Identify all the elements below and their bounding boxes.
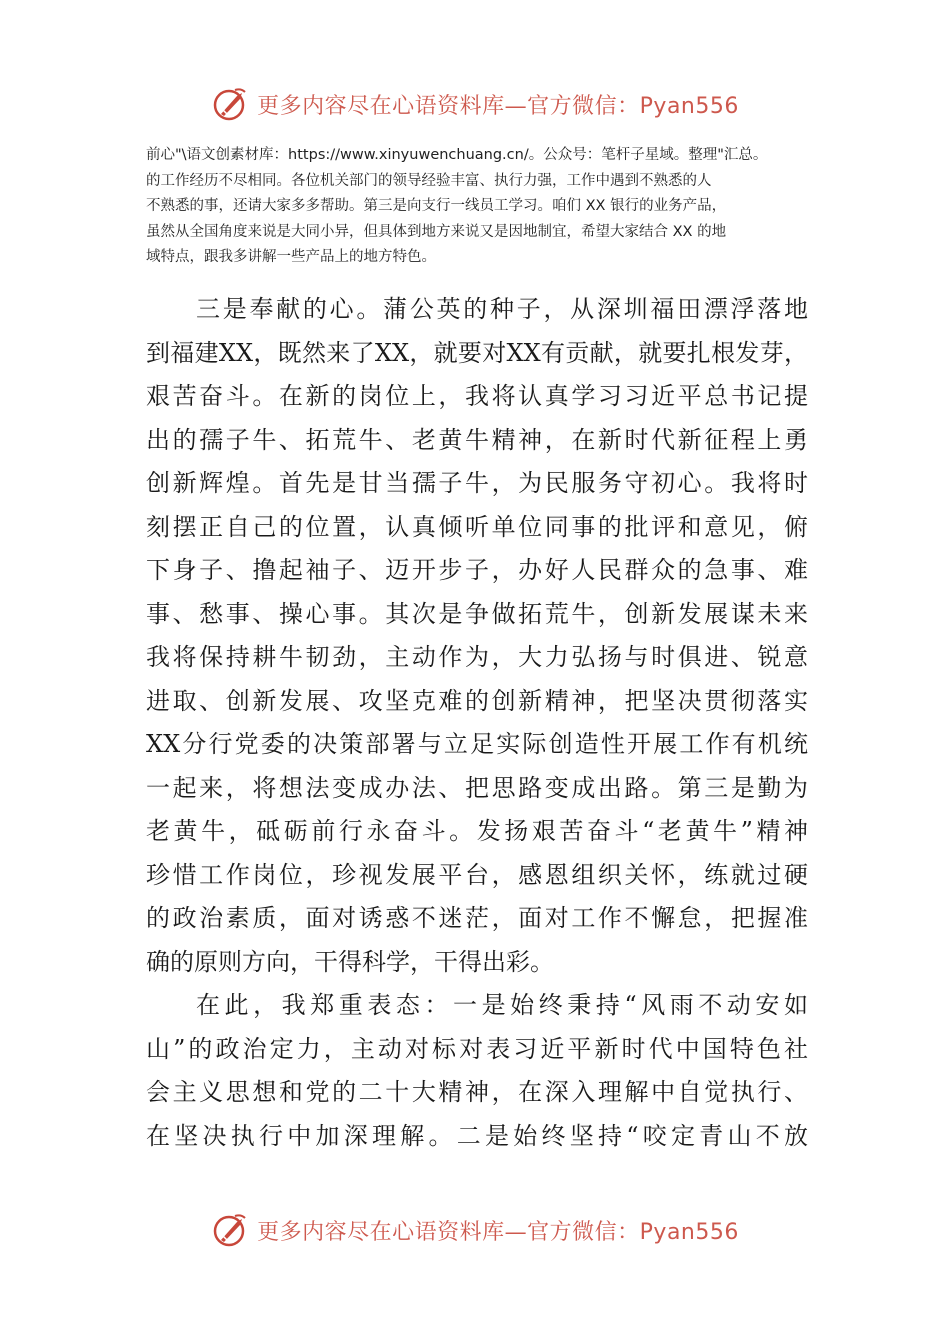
footer-banner (0, 1208, 950, 1252)
body-line: 会主义思想和党的二十大精神，在深入理解中自觉执行、 (146, 1078, 808, 1106)
body-line: XX分行党委的决策部署与立足实际创造性开展工作有机统 (146, 730, 808, 758)
body-line: 刻摆正自己的位置，认真倾听单位同事的批评和意见，俯 (146, 512, 808, 541)
body-line: 珍惜工作岗位，珍视发展平台，感恩组织关怀，练就过硬 (146, 860, 808, 889)
body-line: 在坚决执行中加深理解。二是始终坚持“咬定青山不放 (146, 1121, 808, 1150)
header-line: 的工作经历不尽相同。各位机关部门的领导经验丰富、执行力强，工作中遇到不熟悉的人 (146, 172, 712, 189)
body-line: 的政治素质，面对诱惑不迷茫，面对工作不懈怠，把握准 (146, 904, 808, 932)
header-line: 域特点，跟我多讲解一些产品上的地方特色。 (146, 249, 436, 265)
body-line: 一起来，将想法变成办法、把思路变成出路。第三是勤为 (146, 773, 808, 802)
body-line: 艰苦奋斗。在新的岗位上，我将认真学习习近平总书记提 (146, 382, 808, 410)
banner-label: 更多内容尽在心语资料库—官方微信：Pyan556 (257, 1219, 739, 1245)
banner-label: 更多内容尽在心语资料库—官方微信：Pyan556 (257, 93, 739, 119)
pen-nib-icon (211, 1210, 251, 1250)
body-line: 三是奉献的心。蒲公英的种子，从深圳福田漂浮落地 (196, 295, 808, 323)
banner-wechat-id: Pyan556 (639, 93, 739, 119)
body-line: 老黄牛，砥砺前行永奋斗。发扬艰苦奋斗“老黄牛”精神 (146, 817, 808, 845)
header-line: 虽然从全国角度来说是大同小异，但具体到地方来说又是因地制宜，希望大家结合 XX 的地 (146, 223, 727, 240)
header-line: 前心"\语文创素材库：https://www.xinyuwenchuang.cn/。公众号：笔杆子星域。整理"汇总。 (146, 147, 768, 163)
header-text-block (146, 143, 816, 271)
body-line: 下身子、撸起袖子、迈开步子，办好人民群众的急事、难 (146, 556, 808, 584)
body-paragraphs (146, 288, 808, 1158)
banner-wechat-id: Pyan556 (639, 1219, 739, 1245)
body-line: 山”的政治定力，主动对标对表习近平新时代中国特色社 (146, 1034, 808, 1063)
header-line: 不熟悉的事，还请大家多多帮助。第三是向支行一线员工学习。咱们 XX 银行的业务产品， (146, 198, 727, 214)
body-line: 创新辉煌。首先是甘当孺子牛，为民服务守初心。我将时 (146, 469, 808, 497)
body-line: 出的孺子牛、拓荒牛、老黄牛精神，在新时代新征程上勇 (146, 425, 808, 454)
body-line: 在此，我郑重表态：一是始终秉持“风雨不动安如 (196, 991, 808, 1019)
body-line: 我将保持耕牛韧劲，主动作为，大力弘扬与时俱进、锐意 (146, 643, 808, 671)
body-line: 事、愁事、操心事。其次是争做拓荒牛，创新发展谋未来 (146, 599, 808, 628)
body-line: 确的原则方向，干得科学，干得出彩。 (146, 947, 554, 976)
header-banner (0, 82, 950, 126)
body-line: 进取、创新发展、攻坚克难的创新精神，把坚决贯彻落实 (146, 686, 808, 715)
body-line: 到福建XX，既然来了XX，就要对XX有贡献，就要扎根发芽， (146, 338, 808, 367)
pen-nib-icon (211, 84, 251, 124)
